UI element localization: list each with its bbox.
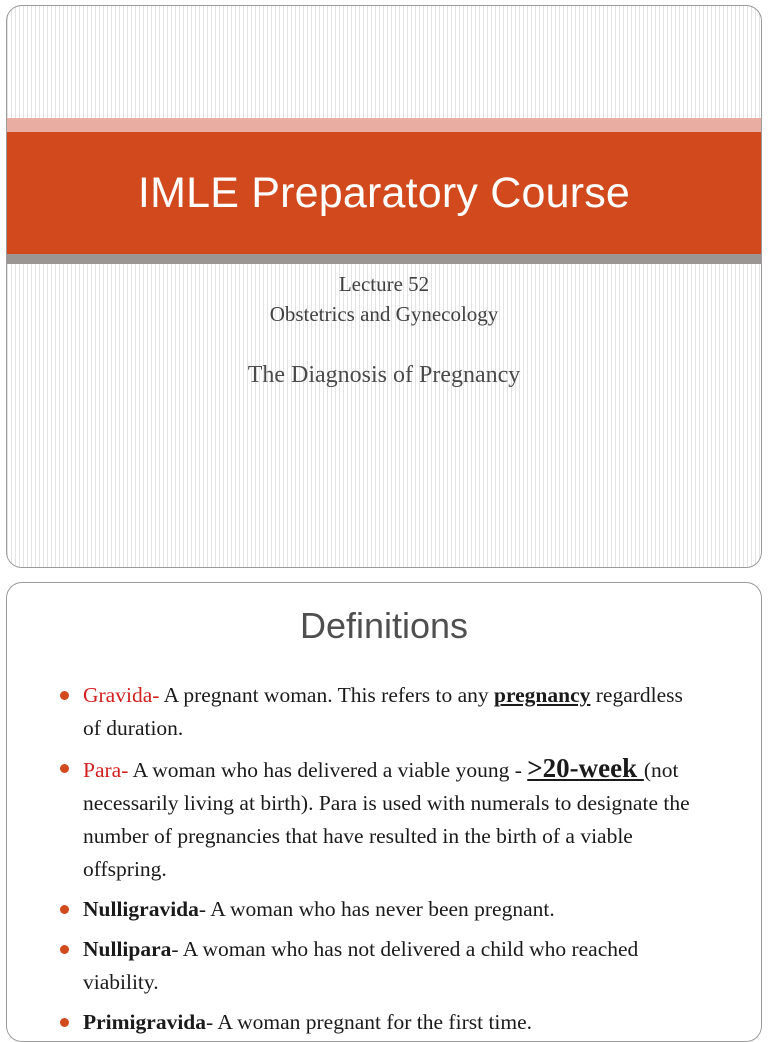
slide-title: IMLE Preparatory Course [137,168,631,217]
emphasis-text: pregnancy [494,683,591,707]
bullet-icon [60,945,69,954]
term-nulligravida: Nulligravida [83,897,199,921]
list-item [51,893,691,926]
bullet-icon [60,1018,69,1027]
title-slide [6,5,762,568]
definitions-title: Definitions [299,605,469,646]
bullet-icon [60,691,69,700]
term-gravida: Gravida [83,683,153,707]
definition-text: regardless of duration. [83,683,683,740]
definitions-slide [6,582,762,1042]
term-para: Para [83,758,122,782]
term-separator: - [152,683,164,707]
bullet-icon [60,905,69,914]
term-separator: - [206,1010,218,1034]
list-item [51,1006,691,1039]
list-item [51,679,691,745]
course-name: Obstetrics and Gynecology [269,302,499,326]
accent-stripe-top [7,118,761,132]
accent-stripe-bottom [7,254,761,264]
term-primigravida: Primigravida [83,1010,207,1034]
lecture-number: Lecture 52 [338,272,430,296]
title-band [7,132,761,254]
definitions-list [51,679,691,1042]
definition-text: A woman who has never been pregnant. [210,897,555,921]
definition-text: (not necessarily living at birth). Para is used with numerals to designate the number of pregnancies that have resulted in the birth of a viable offspring. [83,758,690,881]
definition-text: A woman who has not delivered a child who reached viability. [83,937,639,994]
term-separator: - [198,897,211,921]
bullet-icon [60,764,69,773]
list-item [51,933,691,999]
term-nullipara: Nullipara [83,937,172,961]
term-separator: - [121,758,133,782]
term-separator: - [171,937,183,961]
definition-text: A woman who has delivered a viable young - [132,758,528,782]
definition-text: A woman pregnant for the first time. [217,1010,533,1034]
definition-text: A pregnant woman. This refers to any [163,683,494,707]
list-item [51,752,691,886]
lecture-topic: The Diagnosis of Pregnancy [247,362,521,388]
emphasis-text: >20-week [527,753,644,783]
